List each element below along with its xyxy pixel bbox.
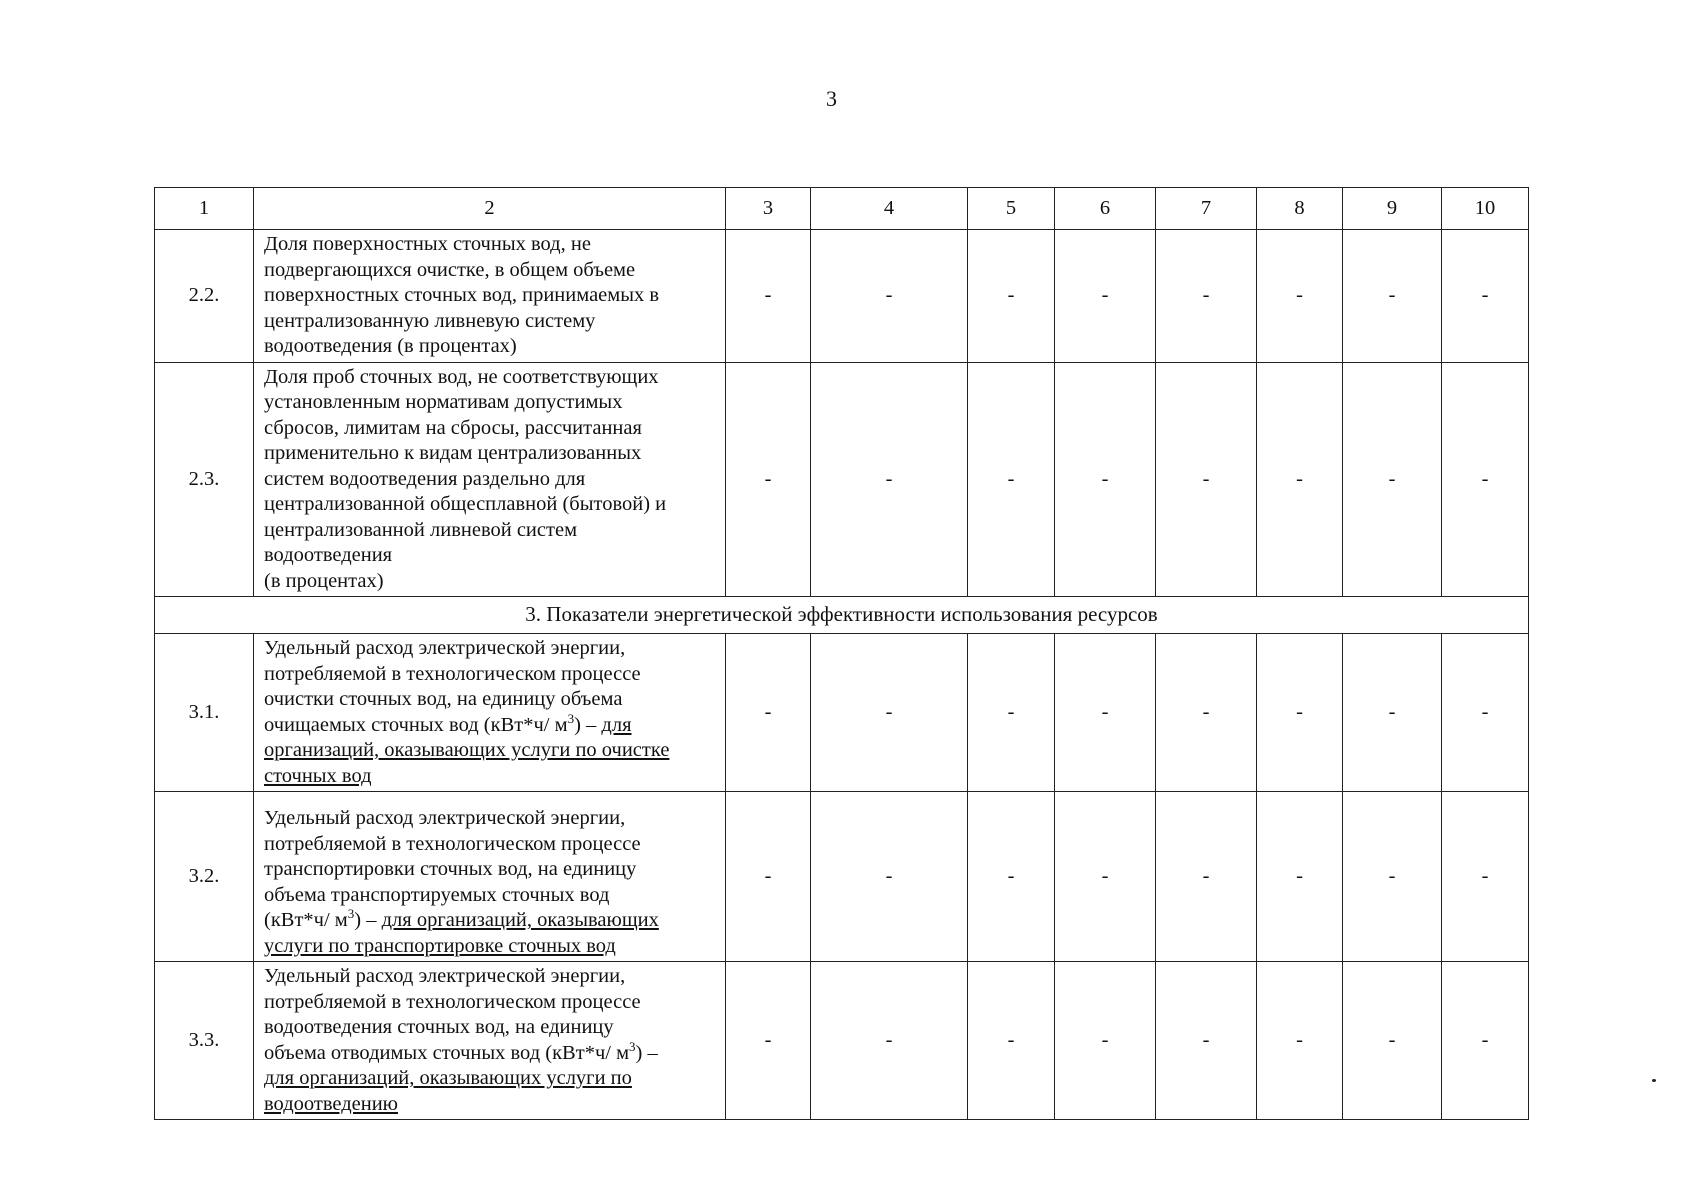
value-cell: - — [1257, 230, 1343, 363]
description-line — [264, 857, 717, 883]
text-segment: ) – — [354, 909, 382, 931]
header-cell: 7 — [1156, 188, 1257, 230]
value-cell: - — [811, 962, 968, 1120]
text-segment: Доля поверхностных сточных вод, не — [264, 233, 591, 255]
value-cell: - — [726, 634, 811, 792]
header-cell: 5 — [968, 188, 1055, 230]
section-title: 3. Показатели энергетической эффективности использования ресурсов — [155, 597, 1529, 634]
header-cell: 8 — [1257, 188, 1343, 230]
value-cell: - — [1257, 962, 1343, 1120]
description-line — [264, 1038, 717, 1067]
underlined-text: для организаций, оказывающих услуги по — [264, 1067, 632, 1089]
description-line — [264, 662, 717, 688]
description-line — [264, 416, 717, 442]
value-cell: - — [726, 362, 811, 597]
value-cell: - — [1156, 634, 1257, 792]
value-cell: - — [811, 362, 968, 597]
text-segment: Удельный расход электрической энергии, — [264, 807, 626, 829]
table-body — [155, 188, 1529, 1120]
indicator-description — [254, 230, 726, 363]
value-cell: - — [1343, 230, 1442, 363]
value-cell: - — [968, 362, 1055, 597]
text-segment: водоотведения — [264, 544, 393, 566]
value-cell: - — [1156, 362, 1257, 597]
description-line — [264, 934, 717, 960]
description-line — [264, 283, 717, 309]
description-line — [264, 390, 717, 416]
description-line — [264, 710, 717, 739]
text-segment: транспортировки сточных вод, на единицу — [264, 858, 637, 880]
text-segment: поверхностных сточных вод, принимаемых в — [264, 284, 660, 306]
underlined-text: сточных вод — [264, 764, 372, 787]
value-cell: - — [811, 230, 968, 363]
header-cell: 10 — [1442, 188, 1529, 230]
description-line — [264, 1015, 717, 1041]
underlined-text: для организаций, оказывающих — [381, 909, 659, 931]
text-segment: ) – — [635, 1041, 658, 1064]
value-cell: - — [1055, 362, 1156, 597]
value-cell: - — [811, 792, 968, 962]
underlined-text: для — [601, 713, 632, 736]
description-line — [264, 908, 717, 934]
value-cell: - — [811, 634, 968, 792]
row-number: 2.3. — [155, 362, 254, 597]
indicator-description — [254, 634, 726, 792]
value-cell: - — [1055, 962, 1156, 1120]
description-line — [264, 334, 717, 360]
text-segment: Удельный расход электрической энергии, — [264, 965, 626, 987]
value-cell: - — [1156, 230, 1257, 363]
value-cell: - — [968, 962, 1055, 1120]
value-cell: - — [1343, 634, 1442, 792]
value-cell: - — [1257, 362, 1343, 597]
underlined-text: услуги по транспортировке сточных вод — [264, 934, 616, 957]
value-cell: - — [968, 792, 1055, 962]
text-segment: потребляемой в технологическом процессе — [264, 990, 641, 1013]
value-cell: - — [1343, 362, 1442, 597]
indicators-table — [154, 187, 1529, 1120]
description-line — [264, 309, 717, 335]
superscript-text: 3 — [629, 1038, 636, 1054]
indicator-description — [254, 792, 726, 962]
text-segment: объема отводимых сточных вод (кВт*ч/ м — [264, 1041, 630, 1064]
description-line — [264, 687, 717, 713]
description-line — [264, 764, 717, 790]
description-line — [264, 1066, 717, 1092]
description-line — [264, 806, 717, 832]
value-cell: - — [1156, 962, 1257, 1120]
text-segment: централизованную ливневую систему — [264, 309, 596, 332]
text-segment: централизованной ливневой систем — [264, 518, 578, 541]
row-number: 3.1. — [155, 634, 254, 792]
description-line — [264, 492, 717, 518]
row-number: 2.2. — [155, 230, 254, 363]
value-cell: - — [1343, 962, 1442, 1120]
value-cell: - — [726, 792, 811, 962]
row-number: 3.2. — [155, 792, 254, 962]
description-line — [264, 518, 717, 544]
value-cell: - — [1055, 634, 1156, 792]
description-line — [264, 1092, 717, 1118]
header-cell: 3 — [726, 188, 811, 230]
description-line — [264, 964, 717, 990]
text-segment: водоотведения сточных вод, на единицу — [264, 1016, 614, 1038]
text-segment: очищаемых сточных вод (кВт*ч/ м — [264, 713, 568, 736]
underlined-text: водоотведению — [264, 1092, 398, 1115]
underlined-text: организаций, оказывающих услуги по очистке — [264, 739, 670, 761]
text-segment: систем водоотведения раздельно для — [264, 467, 586, 490]
description-line — [264, 738, 717, 764]
text-segment: установленным нормативам допустимых — [264, 391, 623, 413]
superscript-text: 3 — [567, 710, 575, 726]
value-cell: - — [968, 634, 1055, 792]
page-number: 3 — [826, 86, 837, 111]
value-cell: - — [726, 230, 811, 363]
superscript-text: 3 — [347, 906, 355, 922]
text-segment: водоотведения (в процентах) — [264, 335, 517, 357]
value-cell: - — [1055, 230, 1156, 363]
text-segment: применительно к видам централизованных — [264, 442, 642, 464]
value-cell: - — [726, 962, 811, 1120]
value-cell: - — [1156, 792, 1257, 962]
header-cell: 1 — [155, 188, 254, 230]
table-row — [155, 962, 1529, 1120]
text-segment: подвергающихся очистке, в общем объеме — [264, 258, 636, 281]
value-cell: - — [968, 230, 1055, 363]
text-segment: Доля проб сточных вод, не соответствующих — [264, 365, 659, 388]
description-line — [264, 365, 717, 391]
description-line — [264, 441, 717, 467]
row-number: 3.3. — [155, 962, 254, 1120]
indicator-description — [254, 362, 726, 597]
text-segment: Удельный расход электрической энергии, — [264, 637, 626, 659]
header-cell: 4 — [811, 188, 968, 230]
value-cell: - — [1442, 792, 1529, 962]
section-row — [155, 597, 1529, 634]
description-line — [264, 569, 717, 595]
table-row — [155, 792, 1529, 962]
description-line — [264, 832, 717, 858]
text-segment: потребляемой в технологическом процессе — [264, 832, 641, 855]
description-line — [264, 467, 717, 493]
text-segment: ) – — [574, 713, 602, 736]
table-row — [155, 362, 1529, 597]
value-cell: - — [1442, 962, 1529, 1120]
text-segment: очистки сточных вод, на единицу объема — [264, 688, 623, 710]
value-cell: - — [1442, 362, 1529, 597]
text-segment: потребляемой в технологическом процессе — [264, 662, 641, 685]
indicator-description — [254, 962, 726, 1120]
value-cell: - — [1442, 634, 1529, 792]
text-segment: централизованной общесплавной (бытовой) и — [264, 493, 667, 515]
text-segment: (в процентах) — [264, 569, 384, 592]
text-segment: сбросов, лимитам на сбросы, рассчитанная — [264, 416, 642, 439]
header-cell: 2 — [254, 188, 726, 230]
text-segment: объема транспортируемых сточных вод — [264, 883, 610, 906]
table-row — [155, 634, 1529, 792]
description-line — [264, 990, 717, 1016]
scan-speck — [1652, 1079, 1656, 1082]
value-cell: - — [1343, 792, 1442, 962]
table-row — [155, 230, 1529, 363]
value-cell: - — [1257, 634, 1343, 792]
value-cell: - — [1442, 230, 1529, 363]
text-segment: (кВт*ч/ м — [264, 909, 348, 931]
description-line — [264, 258, 717, 284]
description-line — [264, 543, 717, 569]
header-cell: 9 — [1343, 188, 1442, 230]
description-line — [264, 232, 717, 258]
header-row — [155, 188, 1529, 230]
description-line — [264, 883, 717, 909]
value-cell: - — [1257, 792, 1343, 962]
description-line — [264, 636, 717, 662]
header-cell: 6 — [1055, 188, 1156, 230]
value-cell: - — [1055, 792, 1156, 962]
